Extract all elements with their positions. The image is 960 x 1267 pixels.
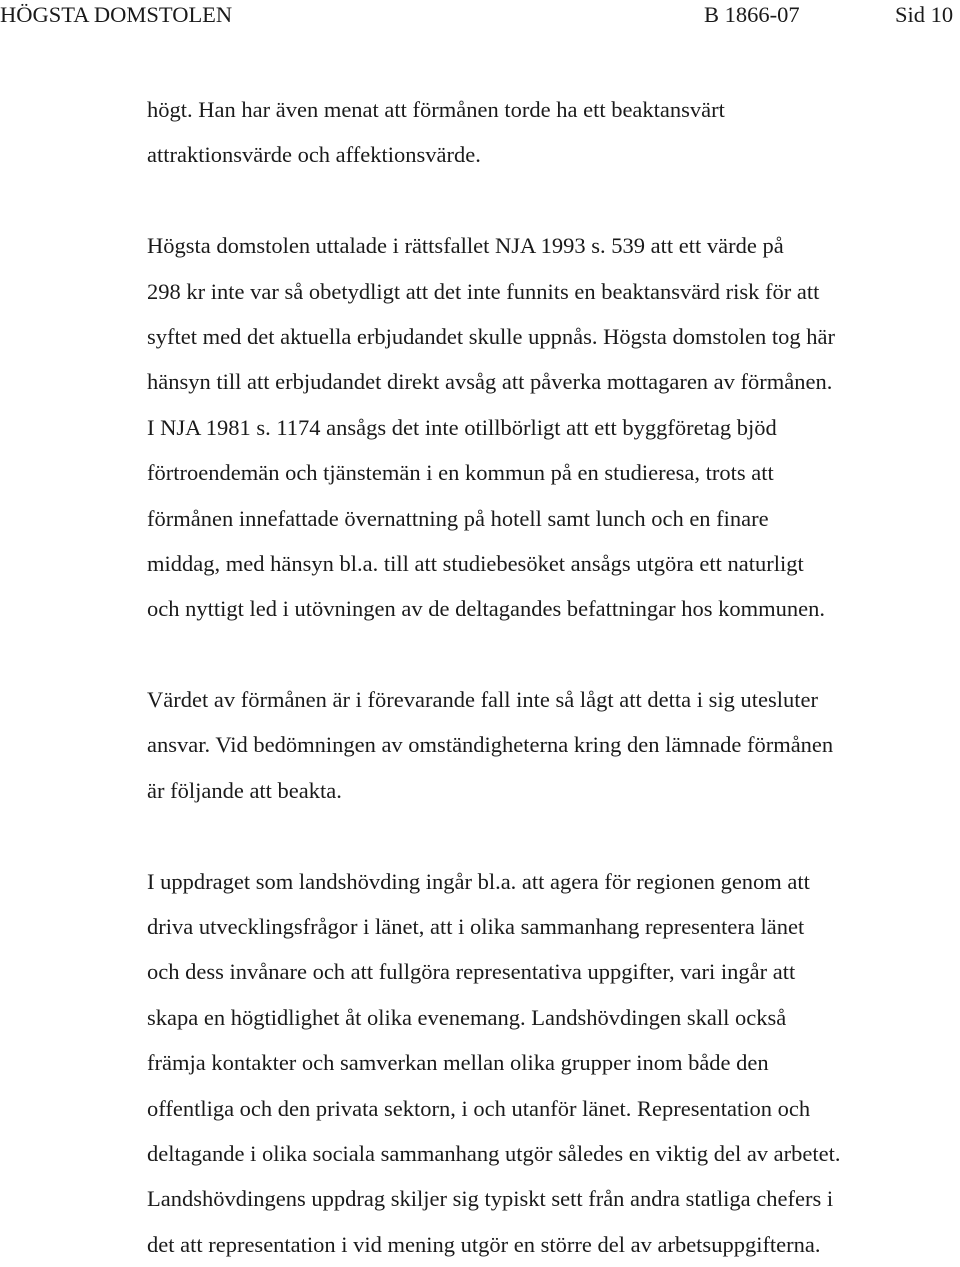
- text-line: förtroendemän och tjänstemän i en kommun på en studieresa, trots att: [147, 460, 774, 486]
- case-number: B 1866-07: [704, 2, 800, 27]
- text-line: Högsta domstolen uttalade i rättsfallet NJA 1993 s. 539 att ett värde på: [147, 233, 784, 259]
- text-line: skapa en högtidlighet åt olika evenemang. Landshövdingen skall också: [147, 1004, 787, 1030]
- page-number: Sid 10: [895, 2, 954, 27]
- text-line: attraktionsvärde och affektionsvärde.: [147, 142, 481, 168]
- text-line: och nyttigt led i utövningen av de deltagandes befattningar hos kommunen.: [147, 596, 825, 622]
- text-line: högt. Han har även menat att förmånen torde ha ett beaktansvärt: [147, 97, 725, 122]
- text-line: middag, med hänsyn bl.a. till att studiebesöket ansågs utgöra ett naturligt: [147, 550, 804, 576]
- text-line: främja kontakter och samverkan mellan olika grupper inom både den: [147, 1050, 769, 1076]
- text-line: är följande att beakta.: [147, 777, 342, 803]
- paragraph: [147, 859, 957, 1267]
- text-line: ansvar. Vid bedömningen av omständigheterna kring den lämnade förmånen: [147, 732, 834, 758]
- text-line: förmånen innefattade övernattning på hotell samt lunch och en finare: [147, 505, 769, 531]
- text-line: I NJA 1981 s. 1174 ansågs det inte otillbörligt att ett byggföretag bjöd: [147, 414, 777, 440]
- text-line: syftet med det aktuella erbjudandet skulle uppnås. Högsta domstolen tog här: [147, 323, 835, 349]
- text-line: det att representation i vid mening utgör en större del av arbetsuppgifterna.: [147, 1231, 821, 1257]
- paragraph: [147, 87, 957, 178]
- text-line: Värdet av förmånen är i förevarande fall inte så lågt att detta i sig utesluter: [147, 687, 818, 713]
- text-line: offentliga och den privata sektorn, i och utanför länet. Representation och: [147, 1095, 811, 1121]
- text-line: hänsyn till att erbjudandet direkt avsåg att påverka mottagaren av förmånen.: [147, 369, 833, 395]
- document-body: [147, 87, 957, 1267]
- paragraph: [147, 223, 957, 632]
- text-line: driva utvecklingsfrågor i länet, att i olika sammanhang representera länet: [147, 914, 805, 940]
- paragraph: [147, 677, 957, 813]
- paragraph-gap: [147, 178, 957, 223]
- text-line: och dess invånare och att fullgöra representativa uppgifter, vari ingår att: [147, 959, 796, 985]
- paragraph-gap: [147, 813, 957, 858]
- court-name: HÖGSTA DOMSTOLEN: [0, 2, 233, 27]
- paragraph-gap: [147, 632, 957, 677]
- text-line: deltagande i olika sociala sammanhang utgör således en viktig del av arbetet.: [147, 1140, 841, 1166]
- page-header: [0, 0, 960, 32]
- text-line: Landshövdingens uppdrag skiljer sig typiskt sett från andra statliga chefers i: [147, 1186, 834, 1212]
- text-line: 298 kr inte var så obetydligt att det inte funnits en beaktansvärd risk för att: [147, 278, 820, 304]
- text-line: I uppdraget som landshövding ingår bl.a. att agera för regionen genom att: [147, 868, 810, 894]
